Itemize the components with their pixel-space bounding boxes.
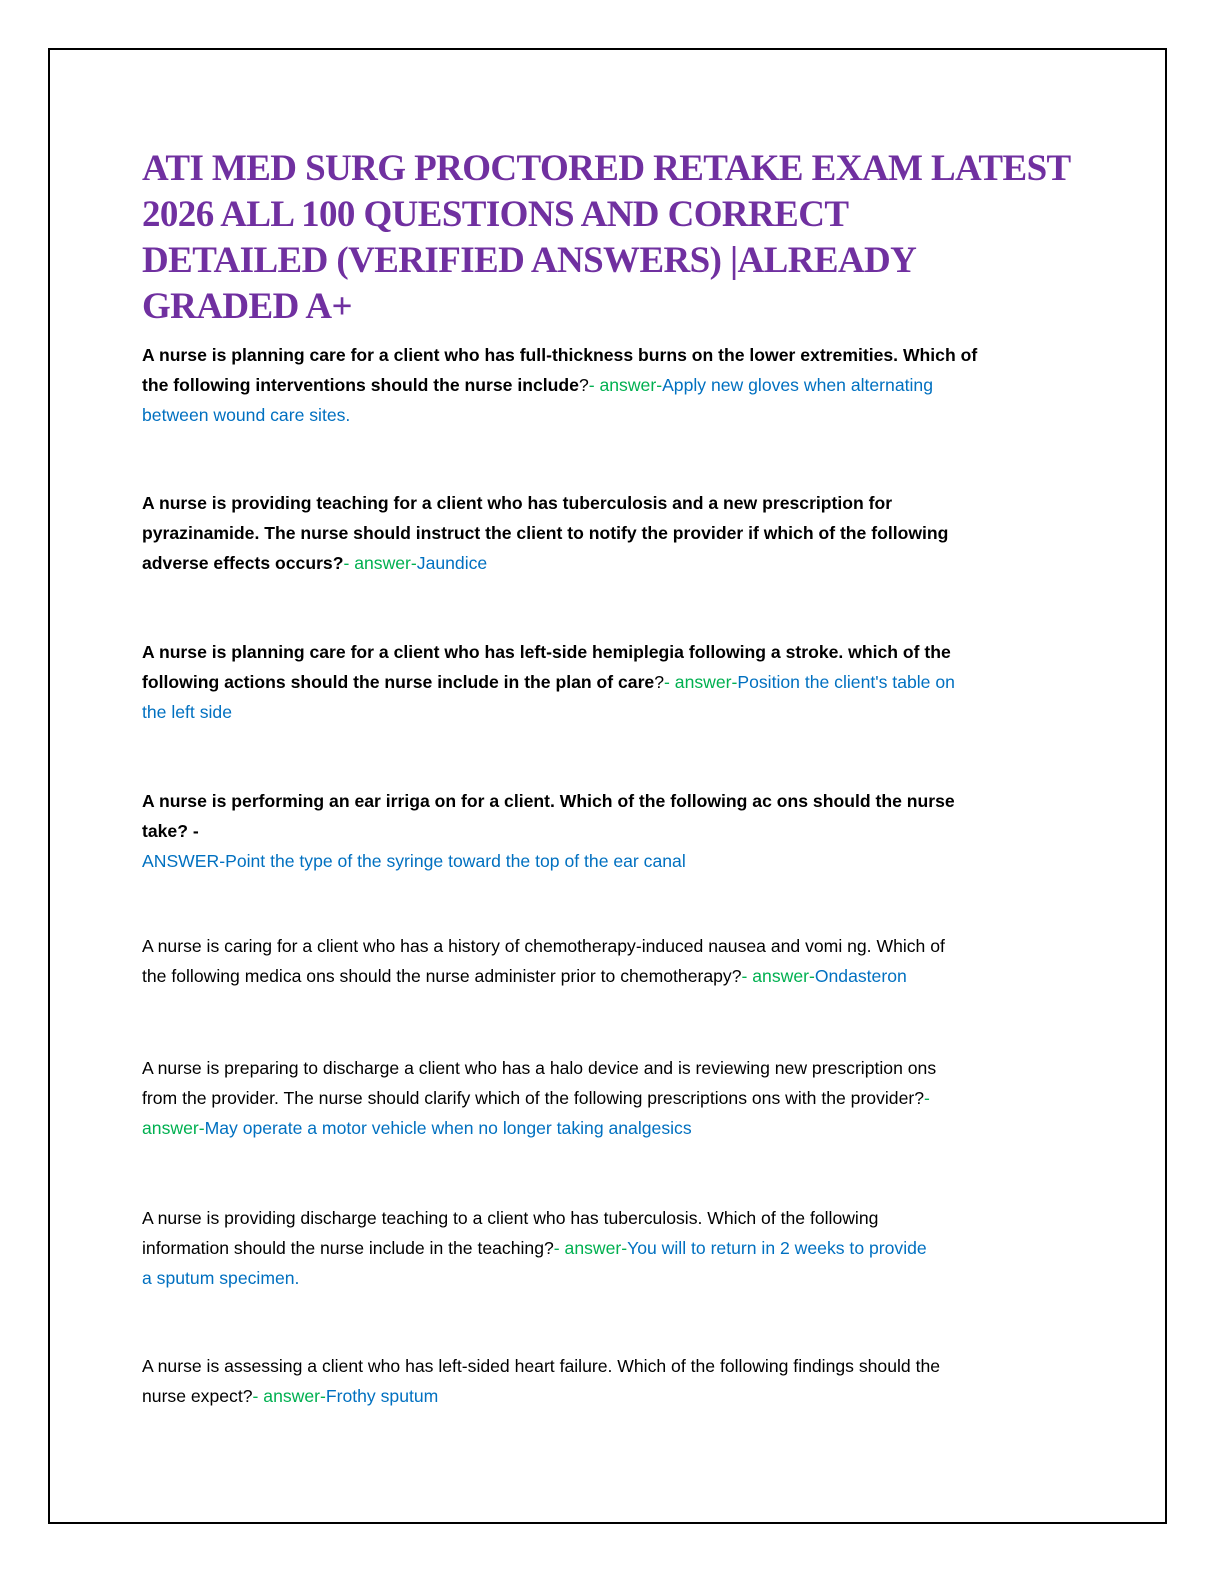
question-text: A nurse is caring for a client who has a history of chemotherapy-induced nausea and vomi ng. Which of [142, 936, 945, 956]
title-line: GRADED A+ [142, 286, 352, 327]
question-text: A nurse is assessing a client who has left-sided heart failure. Which of the following findings should the [142, 1356, 941, 1376]
title-line: ATI MED SURG PROCTORED RETAKE EXAM LATEST [142, 148, 1071, 189]
text-line [142, 1351, 940, 1381]
question-answer-item [142, 1053, 936, 1143]
answer-text: You will to return in 2 weeks to provide [627, 1238, 927, 1258]
question-answer-item [142, 488, 948, 578]
answer-text: Ondasteron [814, 966, 907, 986]
text-line [142, 931, 945, 961]
answer-label: answer- [142, 1118, 205, 1138]
text-line [142, 1083, 936, 1113]
text-line [142, 548, 948, 578]
answer-text: Apply new gloves when alternating [662, 375, 933, 395]
question-text: A nurse is planning care for a client who has full-thickness burns on the lower extremities. Which of [142, 345, 978, 365]
answer-label: - answer- [252, 1386, 326, 1406]
question-text: A nurse is providing teaching for a client who has tuberculosis and a new prescription for [142, 493, 893, 513]
question-answer-item [142, 786, 955, 876]
text-line [142, 518, 948, 548]
text-line [142, 1263, 927, 1293]
answer-label: - answer- [664, 672, 738, 692]
question-answer-item [142, 931, 945, 991]
answer-label: - answer- [343, 553, 417, 573]
text-line [142, 667, 955, 697]
answer-text: Position the client's table on [737, 672, 955, 692]
question-answer-item [142, 1351, 940, 1411]
text-line [142, 961, 945, 991]
text-line [142, 1233, 927, 1263]
question-text: A nurse is performing an ear irriga on for a client. Which of the following ac ons should the nurse [142, 791, 955, 811]
text-line [142, 370, 977, 400]
text-line [142, 816, 955, 846]
answer-text: ANSWER-Point the type of the syringe toward the top of the ear canal [142, 851, 686, 871]
question-text: the following interventions should the nurse include [142, 375, 579, 395]
text-line [142, 400, 977, 430]
text-line [142, 1381, 940, 1411]
text-line [142, 1053, 936, 1083]
text-line [142, 846, 955, 876]
text-line [142, 1113, 936, 1143]
text-line [142, 488, 948, 518]
question-answer-item [142, 1203, 927, 1293]
title-line: DETAILED (VERIFIED ANSWERS) |ALREADY [142, 240, 917, 281]
question-text: following actions should the nurse include in the plan of care [142, 672, 655, 692]
document-title [142, 146, 1071, 330]
question-text: information should the nurse include in the teaching? [142, 1238, 554, 1258]
question-text: A nurse is planning care for a client who has left-side hemiplegia following a stroke. which of the [142, 642, 951, 662]
text-line [142, 697, 955, 727]
question-text: adverse effects occurs? [142, 553, 344, 573]
answer-text: the left side [142, 702, 232, 722]
question-text: A nurse is preparing to discharge a client who has a halo device and is reviewing new prescription ons [142, 1058, 937, 1078]
question-text: the following medica ons should the nurse administer prior to chemotherapy? [142, 966, 742, 986]
answer-text: a sputum specimen. [142, 1268, 300, 1288]
answer-text: Jaundice [416, 553, 488, 573]
answer-label: - answer- [741, 966, 815, 986]
question-text: ? [578, 375, 589, 395]
question-text: pyrazinamide. The nurse should instruct the client to notify the provider if which of the following [142, 523, 949, 543]
question-text: A nurse is providing discharge teaching to a client who has tuberculosis. Which of the following [142, 1208, 879, 1228]
title-line: 2026 ALL 100 QUESTIONS AND CORRECT [142, 194, 849, 235]
question-text: from the provider. The nurse should clarify which of the following prescriptions ons with the provider? [142, 1088, 925, 1108]
answer-label: - answer- [553, 1238, 628, 1258]
answer-text: May operate a motor vehicle when no longer taking analgesics [204, 1118, 692, 1138]
text-line [142, 786, 955, 816]
question-text: nurse expect? [142, 1386, 253, 1406]
question-answer-item [142, 340, 977, 430]
question-text: take? - [142, 821, 199, 841]
text-line [142, 340, 977, 370]
question-text: ? [654, 672, 665, 692]
text-line [142, 1203, 927, 1233]
answer-text: between wound care sites. [142, 405, 351, 425]
answer-label: - answer- [588, 375, 663, 395]
question-answer-item [142, 637, 955, 727]
text-line [142, 637, 955, 667]
answer-text: Frothy sputum [325, 1386, 439, 1406]
answer-label: - [924, 1088, 930, 1108]
